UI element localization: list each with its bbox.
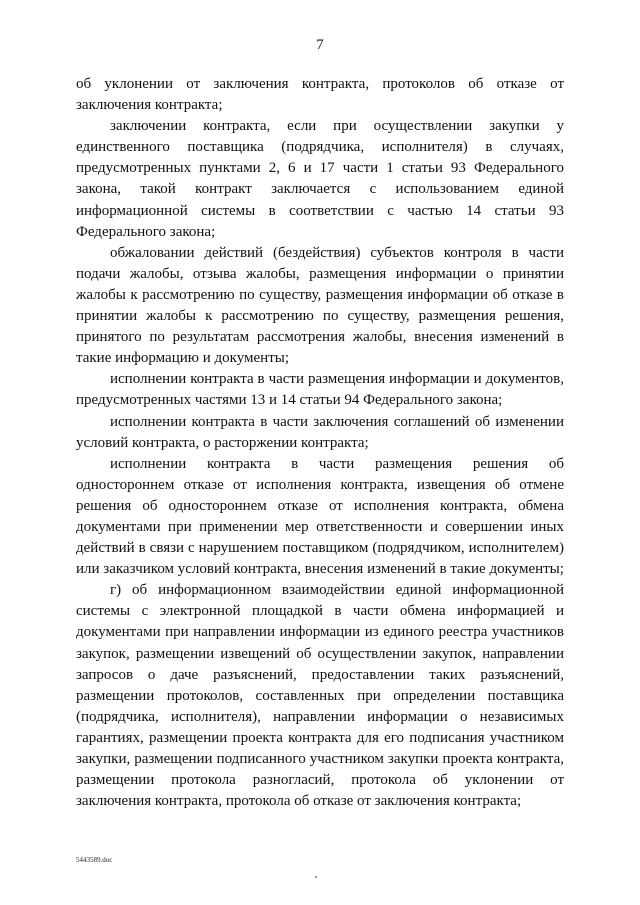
paragraph: исполнении контракта в части размещения решения об одностороннем отказе от исполнения контракта, извещения об отмене решения об одностороннем отказе от исполнения контракта, обмена документами при применении мер ответственности и совершении иных действий в связи с нарушением поставщиком (подрядчиком, исполнителем) или заказчиком условий контракта, внесения изменений в такие документы;	[76, 455, 564, 578]
footer-document-name: 5443589.doc	[76, 856, 113, 864]
paragraph: г) об информационном взаимодействии единой информационной системы с электронной площадкой в части обмена информацией и документами при направлении информации из единого реестра участников закупок, размещении извещений об осуществлении закупок, направлении запросов о даче разъяснений, предоставлении таких разъяснений, размещении протоколов, составленных при определении поставщика (подрядчика, исполнителя), направлении информации о независимых гарантиях, размещении проекта контракта для его подписания участником закупки, размещении подписанного участником закупки проекта контракта, размещении протокола разногласий, протокола об уклонении от заключения контракта, протокола об отказе от заключения контракта;	[76, 582, 564, 810]
paragraph: об уклонении от заключения контракта, протоколов об отказе от заключения контракта;	[76, 76, 564, 114]
paragraph: исполнении контракта в части размещения информации и документов, предусмотренных частями 13 и 14 статьи 94 Федерального закона;	[76, 371, 564, 409]
page-number: 7	[316, 37, 324, 53]
document-body	[76, 74, 564, 812]
scan-artifact	[315, 876, 317, 878]
paragraph: исполнении контракта в части заключения соглашений об изменении условий контракта, о расторжении контракта;	[76, 413, 564, 451]
paragraph: обжаловании действий (бездействия) субъектов контроля в части подачи жалобы, отзыва жалобы, размещения информации о принятии жалобы к рассмотрению по существу, размещения информации об отказе в принятии жалобы к рассмотрению по существу, размещения решения, принятого по результатам рассмотрения жалобы, внесения изменений в такие информацию и документы;	[76, 244, 564, 367]
paragraph: заключении контракта, если при осуществлении закупки у единственного поставщика (подрядчика, исполнителя) в случаях, предусмотренных пунктами 2, 6 и 17 части 1 статьи 93 Федерального закона, такой контракт заключается с использованием единой информационной системы в соответствии с частью 14 статьи 93 Федерального закона;	[76, 118, 564, 240]
